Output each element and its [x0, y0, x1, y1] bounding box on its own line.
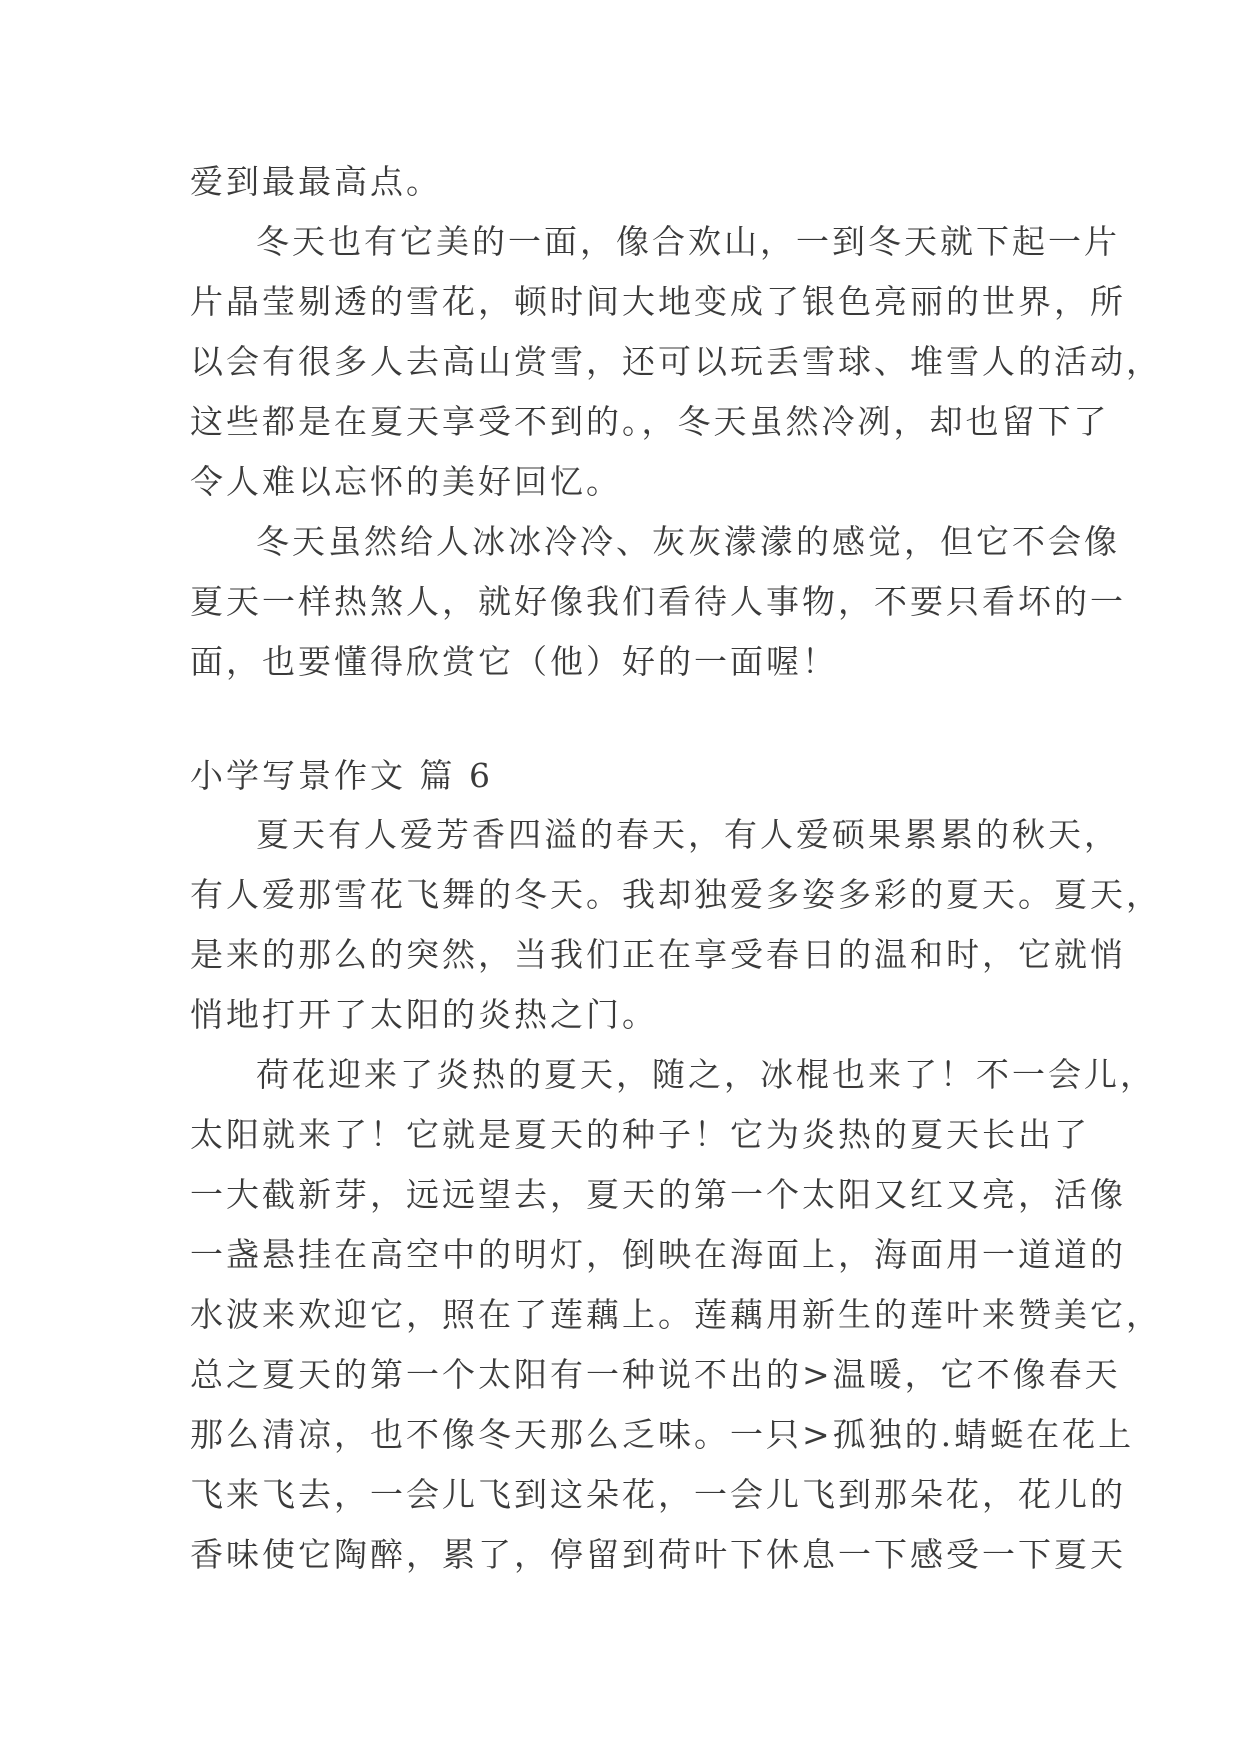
- text-line: 太阳就来了！它就是夏天的种子！它为炎热的夏天长出了: [190, 1115, 1090, 1154]
- text-line: 这些都是在夏天享受不到的。，冬天虽然冷冽，却也留下了: [190, 402, 1110, 441]
- text-line: 悄地打开了太阳的炎热之门。: [190, 995, 658, 1034]
- text-line: 夏天一样热煞人，就好像我们看待人事物，不要只看坏的一: [190, 582, 1126, 621]
- text-line: 以会有很多人去高山赏雪，还可以玩丢雪球、堆雪人的活动，: [190, 342, 1162, 381]
- text-line: 片晶莹剔透的雪花，顿时间大地变成了银色亮丽的世界，所: [190, 282, 1126, 321]
- text-line: 一大截新芽，远远望去，夏天的第一个太阳又红又亮，活像: [190, 1175, 1126, 1214]
- text-line: 令人难以忘怀的美好回忆。: [190, 462, 622, 501]
- paragraph-first-line: 冬天也有它美的一面，像合欢山，一到冬天就下起一片: [256, 222, 1120, 261]
- text-line: 香味使它陶醉，累了，停留到荷叶下休息一下感受一下夏天: [190, 1535, 1126, 1574]
- paragraph-first-line: 夏天有人爱芳香四溢的春天，有人爱硕果累累的秋天，: [256, 815, 1120, 854]
- text-line: 有人爱那雪花飞舞的冬天。我却独爱多姿多彩的夏天。夏天，: [190, 875, 1162, 914]
- paragraph-first-line: 荷花迎来了炎热的夏天，随之，冰棍也来了！不一会儿，: [256, 1055, 1156, 1094]
- text-line: 爱到最最高点。: [190, 162, 442, 201]
- text-line: 一盏悬挂在高空中的明灯，倒映在海面上，海面用一道道的: [190, 1235, 1126, 1274]
- text-line: 水波来欢迎它，照在了莲藕上。莲藕用新生的莲叶来赞美它，: [190, 1295, 1162, 1334]
- paragraph-first-line: 冬天虽然给人冰冰冷冷、灰灰濛濛的感觉，但它不会像: [256, 522, 1120, 561]
- text-line: 是来的那么的突然，当我们正在享受春日的温和时，它就悄: [190, 935, 1126, 974]
- text-line: 飞来飞去，一会儿飞到这朵花，一会儿飞到那朵花，花儿的: [190, 1475, 1126, 1514]
- section-heading: 小学写景作文 篇 6: [190, 756, 493, 795]
- text-line: 面，也要懂得欣赏它（他）好的一面喔！: [190, 642, 838, 681]
- text-line: 总之夏天的第一个太阳有一种说不出的>温暖，它不像春天: [190, 1355, 1121, 1394]
- text-line: 那么清凉，也不像冬天那么乏味。一只>孤独的.蜻蜓在花上: [190, 1415, 1135, 1454]
